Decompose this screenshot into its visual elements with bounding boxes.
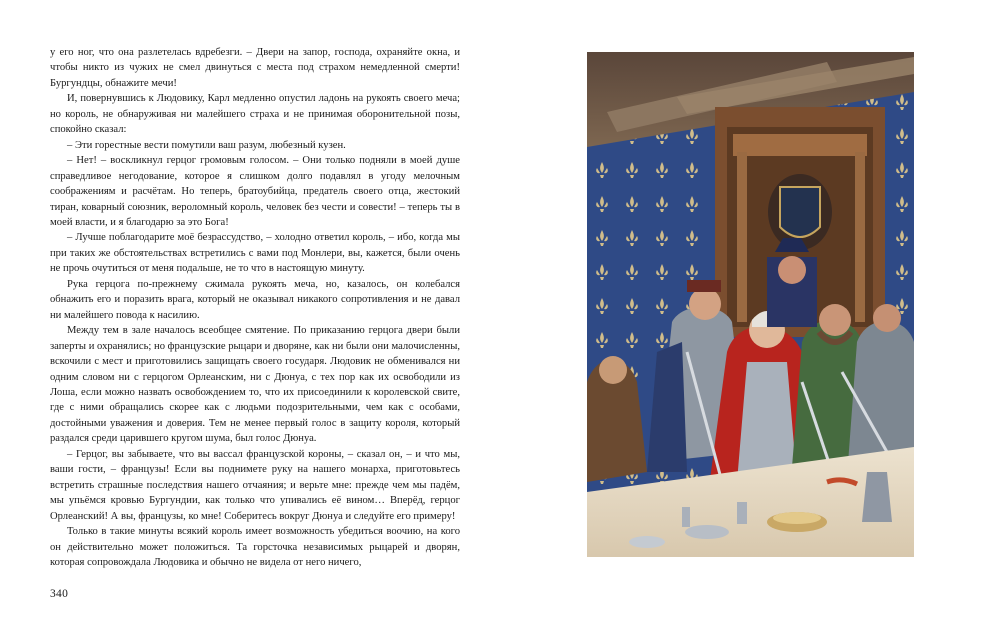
paragraph: И, повернувшись к Людовику, Карл медленно опустил ладонь на рукоять своего меча; но король, не обнаруживая ни малейшего страха и не принимая оборонительной позы, спокойно сказал: xyxy=(50,93,460,136)
paragraph: – Нет! – воскликнул герцог громовым голосом. – Они только подняли в моей душе справедливое негодование, которое я слишком долго подавлял в угоду мелочным соображениям и расчётам. Но теперь, братоубийца, предатель своего отца, жестокий тиран, коварный союзник, вероломный король, человек без чести и совести! – теперь ты в моей власти, и я благодарю за это Бога! xyxy=(50,155,460,228)
page-number: 340 xyxy=(50,588,69,600)
paragraph: Только в такие минуты всякий король имеет возможность убедиться воочию, на кого он действительно может положиться. Та горсточка независимых рыцарей и дворян, которая сопровождала Людовика и обычно не видела от него ничего, xyxy=(50,526,460,568)
illustration-watercolor xyxy=(587,52,914,557)
text-page xyxy=(50,45,460,570)
paragraph: – Эти горестные вести помутили ваш разум, любезный кузен. xyxy=(67,139,346,151)
paragraph: – Герцог, вы забываете, что вы вассал французской короны, – сказал он, – и что мы, ваши гости, – французы! Если вы поднимете руку на нашего монарха, приготовьтесь встретить страшные последствия нашего отчаяния; и верьте мне: прежде чем мы падём, мы упьёмся кровью Бургундии, как только что упивались её вином… Вперёд, герцог Орлеанский! А вы, французы, ко мне! Соберитесь вокруг Дюнуа и следуйте его примеру! xyxy=(50,448,460,522)
paragraph: у его ног, что она разлетелась вдребезги. – Двери на запор, господа, охраняйте окна, и чтобы никто из чужих не смел двинуться с места под страхом немедленной смерти! Бургундцы, обнажите мечи! xyxy=(50,47,460,89)
paragraph: Между тем в зале началось всеобщее смятение. По приказанию герцога двери были заперты и охранялись; но французские рыцари и дворяне, как ни были они малочисленны, вскочили с мест и приготовились защищать своего государя. Людовик не обменивался ни одним словом ни с герцогом Орлеанским, ни с Дюнуа, с тех пор как их освободили из Лоша, если можно назвать освобождением то, что их присоединили к королевской свите, где с ними обращались скорее как с людьми подозрительными, чем как с особами, достойными уважения и доверия. Тем не менее первый голос в защиту короля, который раздался среди царившего кругом шума, был голос Дюнуа. xyxy=(50,325,460,445)
illustration-scene xyxy=(587,52,914,557)
paragraph: – Лучше поблагодарите моё безрассудство, – холодно ответил король, – ибо, когда мы при таких же обстоятельствах встретились с вами под Монлери, вы, кажется, были очень не прочь очутиться от меня подальше, не то что в настоящую минуту. xyxy=(50,232,460,275)
silver-jug xyxy=(862,472,892,522)
paragraph: Рука герцога по-прежнему сжимала рукоять меча, но, казалось, он колебался обнажить его и поразить врага, который не оказывал никакого сопротивления и не давал ни малейшего повода к насилию. xyxy=(50,278,460,321)
